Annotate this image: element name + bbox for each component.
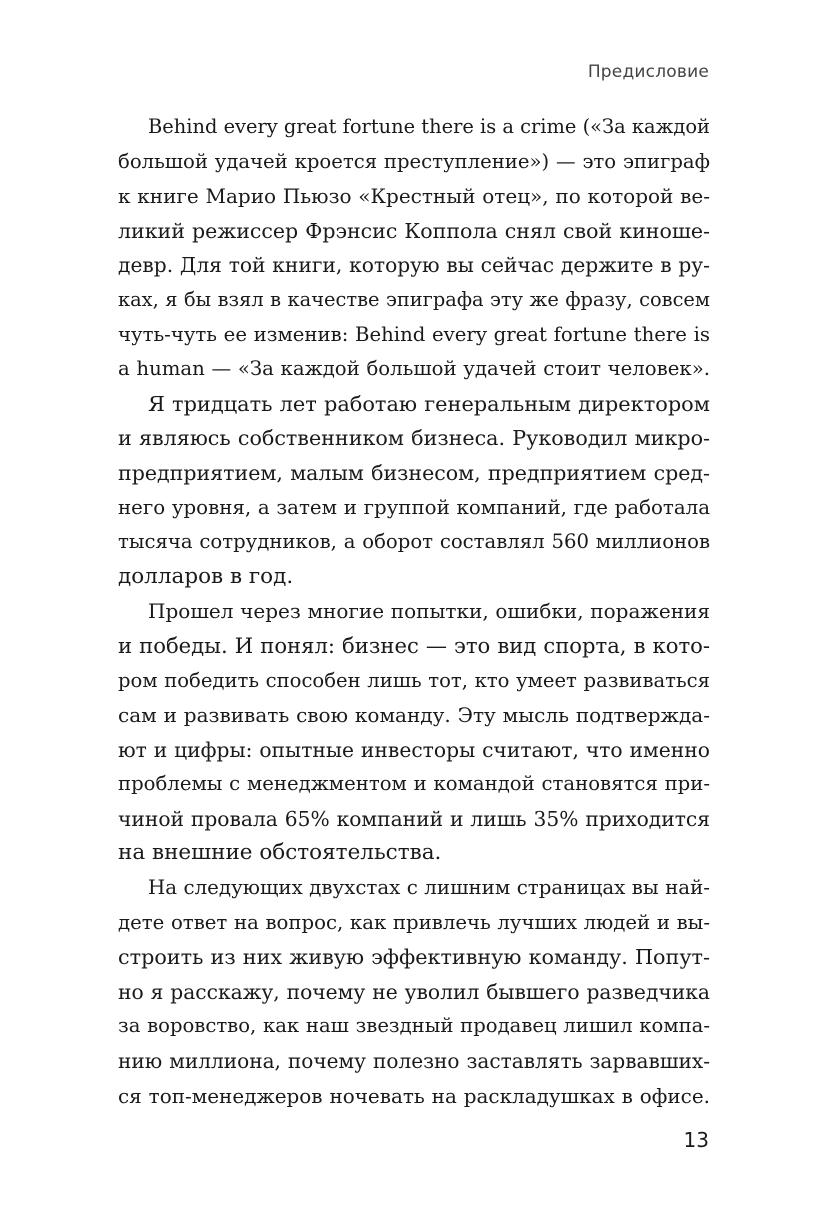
text-line: На следующих двухстах с лишним страницах вы най- [148, 876, 710, 900]
paragraph-1 [118, 110, 710, 387]
text-line: строить из них живую эффективную команду. Попут- [118, 945, 710, 970]
text-line: за воровство, как наш звездный продавец лишил компа- [118, 1014, 710, 1038]
text-line: сам и развивать свою команду. Эту мысль подтвержда- [118, 703, 710, 728]
text-line: чуть-чуть ее изменив: Behind every great fortune there is [118, 322, 710, 346]
text-line: Я тридцать лет работаю генеральным директором [148, 391, 710, 416]
body-text [118, 110, 710, 1113]
text-line: ют и цифры: опытные инвесторы считают, что именно [118, 737, 710, 762]
paragraph-4 [118, 871, 710, 1113]
text-line: ликий режиссер Фрэнсис Коппола снял свой киноше- [118, 218, 710, 243]
text-line: на внешние обстоятельства. [118, 840, 442, 866]
text-line: но я расскажу, почему не уволил бывшего разведчика [118, 979, 710, 1004]
text-line: и являюсь собственником бизнеса. Руководил микро- [118, 426, 710, 451]
text-line: ром победить способен лишь тот, кто умеет развиваться [118, 668, 710, 692]
text-line: проблемы с менеджментом и командой становятся при- [118, 772, 710, 796]
paragraph-2 [118, 387, 710, 595]
text-line: долларов в год. [118, 563, 294, 589]
text-line: тысяча сотрудников, а оборот составлял 560 миллионов [118, 530, 710, 554]
page-number: 13 [683, 1128, 709, 1152]
text-line: ся топ-менеджеров ночевать на раскладушках в офисе. [118, 1083, 710, 1108]
text-line: чиной провала 65% компаний и лишь 35% приходится [118, 806, 710, 831]
text-line: к книге Марио Пьюзо «Крестный отец», по которой ве- [118, 184, 710, 209]
text-line: нию миллиона, почему полезно заставлять зарвавших- [118, 1049, 710, 1074]
text-line: ках, я бы взял в качестве эпиграфа эту же фразу, совсем [118, 287, 710, 311]
paragraph-3 [118, 594, 710, 871]
text-line: большой удачей кроется преступление») — это эпиграф [118, 149, 710, 173]
text-line: Behind every great fortune there is a crime («За каждой [148, 115, 710, 138]
text-line: Прошел через многие попытки, ошибки, поражения [148, 599, 710, 624]
text-line: него уровня, а затем и группой компаний, где работала [118, 495, 710, 519]
text-line: предприятием, малым бизнесом, предприятием сред- [118, 460, 710, 485]
text-line: и победы. И понял: бизнес — это вид спорта, в кото- [118, 632, 710, 658]
running-head: Предисловие [587, 62, 709, 82]
text-line: a human — «За каждой большой удачей стоит человек». [118, 357, 710, 381]
text-line: девр. Для той книги, которую вы сейчас держите в ру- [118, 253, 710, 278]
text-line: дете ответ на вопрос, как привлечь лучших людей и вы- [118, 910, 710, 934]
